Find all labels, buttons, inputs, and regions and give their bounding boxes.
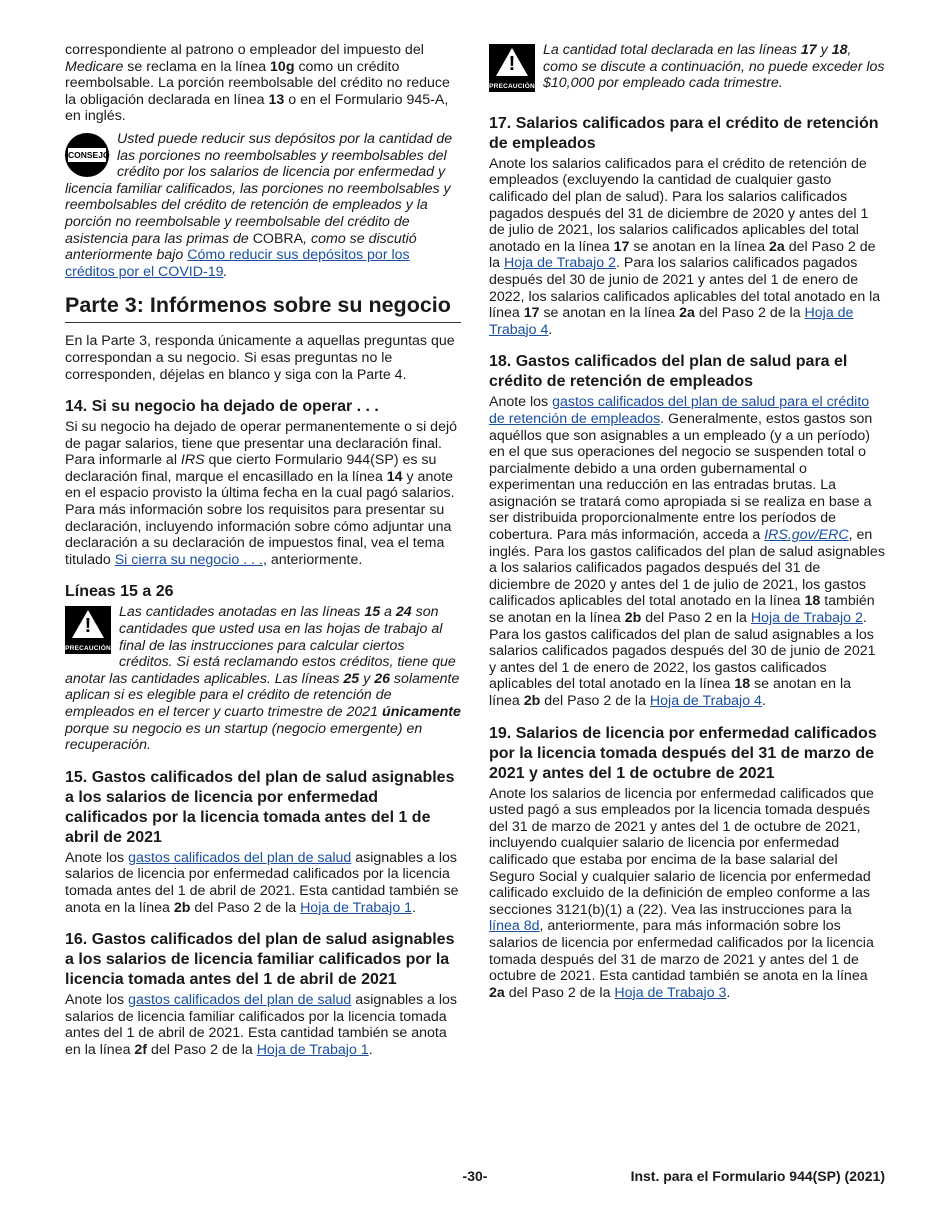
link-worksheet-2[interactable]: Hoja de Trabajo 2 — [750, 610, 863, 627]
section-16-body: Anote los gastos calificados del plan de salud asignables a los salarios de licencia familiar calificados por la licencia tomada antes del 1 de abril de 2021. Esta cantidad también se anota en la línea 2f del Paso 2 de la Hoja de Trabajo 1. — [65, 992, 458, 1058]
link-worksheet-2[interactable]: Hoja de Trabajo 2 — [503, 255, 616, 272]
lines-15-26-heading: Líneas 15 a 26 — [65, 583, 174, 601]
link-if-you-close-business[interactable]: Si cierra su negocio . . . — [114, 551, 263, 568]
form-title: Inst. para el Formulario 944(SP) (2021) — [630, 1168, 885, 1184]
page-number: -30- — [462, 1168, 488, 1184]
caution-callout-lines-17-18: ! PRECAUCIÓN La cantidad total declarada en las líneas 17 y 18, como se discute a continuación, no puede exceder los $10,000 por empleado cada trimestre. — [489, 42, 885, 92]
link-worksheet-1[interactable]: Hoja de Trabajo 1 — [300, 899, 413, 916]
link-worksheet-4[interactable]: Hoja de Trabajo 4 — [649, 693, 762, 709]
link-qualified-health-plan-expenses[interactable]: gastos calificados del plan de salud — [128, 849, 352, 866]
link-qualified-health-plan-expenses-erc[interactable]: gastos calificados del plan de salud para el crédito de retención de empleados — [489, 394, 870, 427]
section-19-body: Anote los salarios de licencia por enfermedad calificados que usted pagó a sus empleados por la licencia tomada después del 31 de marzo de 2021 y antes del 1 de octubre de 2021, incluyendo cualquier salario de licencia por enfermedad calificado que estaba por encima de la base salarial del Seguro Social y cualquier salario de licencia por enfermedad calificado excluido de la definición de empleo conforme a las secciones 3121(b)(1) a (22). Vea las instrucciones para la línea 8d, anteriormente, para más información sobre los salarios de licencia por enfermedad calificados por la licencia tomada después del 31 de marzo de 2021 y antes del 1 de octubre de 2021. Esta cantidad también se anota en la línea 2a del Paso 2 de la Hoja de Trabajo 3. — [489, 785, 874, 1001]
page-footer — [65, 1168, 885, 1188]
link-reduce-deposits-covid[interactable]: Cómo reducir sus depósitos por los créditos por el COVID-19 — [65, 247, 410, 280]
link-worksheet-1[interactable]: Hoja de Trabajo 1 — [256, 1041, 369, 1058]
tip-icon: CONSEJO — [65, 133, 109, 177]
caution-icon: ! PRECAUCIÓN — [65, 606, 111, 654]
caution-callout-lines-15-26: ! PRECAUCIÓN Las cantidades anotadas en las líneas 15 a 24 son cantidades que usted usa en las hojas de trabajo al final de las instrucciones para calcular ciertos créditos. Si está reclamando estos créditos, tiene que anotar las cantidades aplicables. Las líneas 25 y 26 solamente aplican si es elegible para el crédito de retención de empleados en el tercer y cuarto trimestre de 2021 únicamente porque su negocio es un startup (negocio emergente) en recuperación. — [65, 604, 461, 754]
section-18-heading: 18. Gastos calificados del plan de salud para el crédito de retención de empleados — [489, 353, 848, 391]
left-column — [65, 42, 461, 1065]
link-qualified-health-plan-expenses[interactable]: gastos calificados del plan de salud — [128, 992, 352, 1009]
part3-intro: En la Parte 3, responda únicamente a aquellas preguntas que correspondan a su negocio. Si esas preguntas no le corresponden, déjelas en blanco y siga con la Parte 4. — [65, 333, 455, 383]
section-17-body: Anote los salarios calificados para el crédito de retención de empleados (excluyendo la cantidad de cualquier gasto calificado del plan de salud). Para los salarios calificados pagados después del 31 de diciembre de 2020 y antes del 1 de julio de 2021, los salarios calificados aplicables del total anotado en la línea 17 se anotan en la línea 2a del Paso 2 de la Hoja de Trabajo 2. Para los salarios calificados pagados después del 30 de junio de 2021 y antes del 1 de enero de 2022, los salarios calificados aplicables del total anotado en la línea 17 se anotan en la línea 2a del Paso 2 de la Hoja de Trabajo 4. — [489, 155, 881, 338]
section-15-heading: 15. Gastos calificados del plan de salud asignables a los salarios de licencia por enfermedad calificados por la licencia tomada antes del 1 de abril de 2021 — [65, 768, 455, 846]
section-17-heading: 17. Salarios calificados para el crédito de retención de empleados — [489, 114, 879, 152]
section-14-heading: 14. Si su negocio ha dejado de operar . . . — [65, 398, 379, 416]
link-worksheet-3[interactable]: Hoja de Trabajo 3 — [614, 984, 727, 1001]
link-worksheet-4[interactable]: Hoja de Trabajo 4 — [489, 305, 854, 338]
section-14-body: Si su negocio ha dejado de operar permanentemente o si dejó de pagar salarios, tiene que presentar una declaración final. Para informarle al IRS que cierto Formulario 944(SP) es su declaración final, marque el encasillado en la línea 14 y anote en el espacio provisto la última fecha en la cual pagó salarios. Para más información sobre los requisitos para presentar su declaración, incluyendo información sobre cómo adjuntar una declaración a su declaración de impuestos final, vea el tema titulado Si cierra su negocio . . ., anteriormente. — [65, 419, 457, 568]
section-18-body: Anote los gastos calificados del plan de salud para el crédito de retención de empleados. Generalmente, estos gastos son aquéllos que son asignables a un empleado (y a un período) en el que sus operaciones del negocio se suspenden total o parcialmente debido a una orden gubernamental o experimentan una reducción en las entradas brutas. La asignación se tratará como apropiada si se realiza en base a ser distribuida proporcionalmente entre los períodos de cobertura. Para más información, acceda a IRS.gov/ERC, en inglés. Para los gastos calificados del plan de salud asignables a los salarios calificados pagados después del 31 de diciembre de 2020 y antes del 1 de julio de 2021, los gastos calificados aplicables del total anotado en la línea 18 también se anotan en la línea 2b del Paso 2 en la Hoja de Trabajo 2. Para los gastos calificados del plan de salud asignables a los salarios calificados pagados después del 30 de junio de 2021 y antes del 1 de enero de 2022, los gastos calificados aplicables del total anotado en la línea 18 se anotan en la línea 2b del Paso 2 de la Hoja de Trabajo 4. — [489, 394, 885, 709]
link-line-8d[interactable]: línea 8d — [489, 918, 540, 935]
paragraph-line-10g: correspondiente al patrono o empleador del impuesto del Medicare se reclama en la línea 10g como un crédito reembolsable. La porción reembolsable del crédito no reduce la obligación declarada en línea 13 o en el Formulario 945-A, en inglés. — [65, 42, 450, 125]
link-irs-gov-erc[interactable]: IRS.gov/ERC — [764, 527, 849, 544]
right-column — [489, 42, 885, 1007]
caution-icon: ! PRECAUCIÓN — [489, 44, 535, 92]
section-19-heading: 19. Salarios de licencia por enfermedad calificados por la licencia tomada después del 31 de marzo de 2021 y antes del 1 de octubre de 2021 — [489, 724, 877, 782]
section-15-body: Anote los gastos calificados del plan de salud asignables a los salarios de licencia por enfermedad calificados por la licencia tomada antes del 1 de abril de 2021. Esta cantidad también se anota en la línea 2b del Paso 2 de la Hoja de Trabajo 1. — [65, 849, 459, 916]
tip-callout: CONSEJO Usted puede reducir sus depósitos por la cantidad de las porciones no reembolsables y reembolsables del crédito por los salarios de licencia por enfermedad y licencia familiar calificados, las porciones no reembolsables y reembolsables del crédito de retención de empleados y la porción no reembolsable y reembolsable del crédito de asistencia para las primas de COBRA, como se discutió anteriormente bajo Cómo reducir sus depósitos por los créditos por el COVID-19. — [65, 130, 453, 280]
section-16-heading: 16. Gastos calificados del plan de salud asignables a los salarios de licencia familiar calificados por la licencia tomada antes del 1 de abril de 2021 — [65, 931, 455, 989]
part3-title: Parte 3: Infórmenos sobre su negocio — [65, 292, 461, 323]
